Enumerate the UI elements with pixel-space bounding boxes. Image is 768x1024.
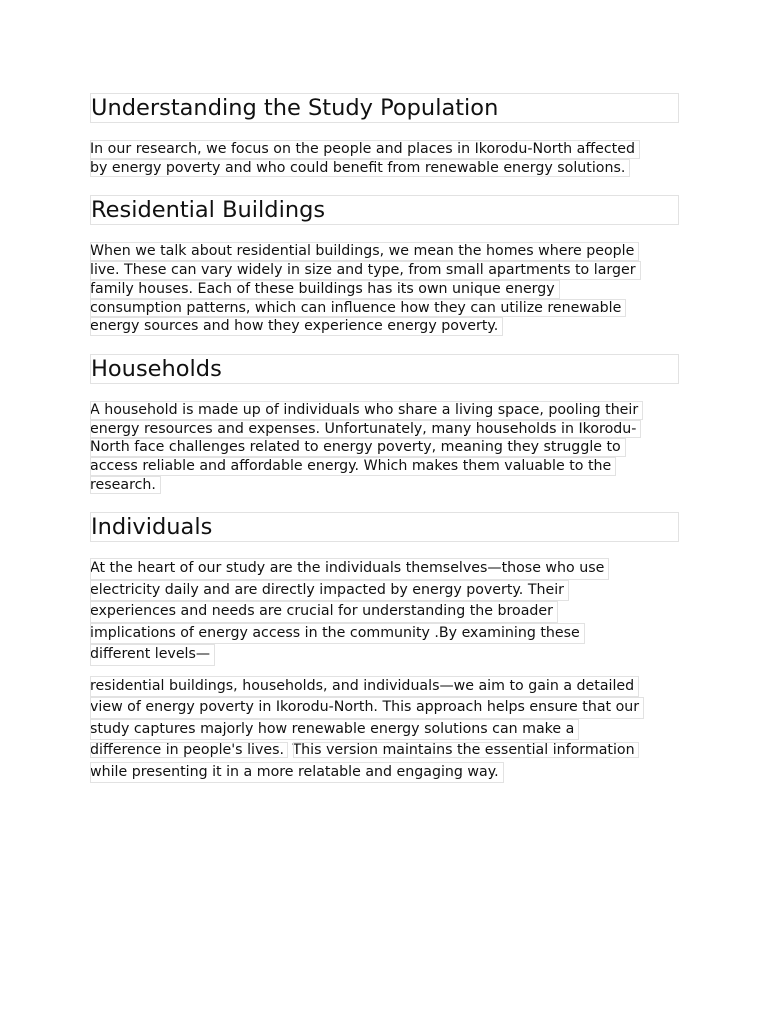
text-line: implications of energy access in the community .By examining these: [90, 623, 585, 645]
text-line: At the heart of our study are the individuals themselves—those who use: [90, 558, 609, 580]
text-line: energy sources and how they experience energy poverty.: [90, 317, 503, 336]
text-line: view of energy poverty in Ikorodu-North. This approach helps ensure that our: [90, 697, 644, 719]
section-heading-residential-buildings: Residential Buildings: [90, 195, 679, 225]
text-segment: This version maintains the essential information: [293, 742, 639, 758]
text-line: different levels—: [90, 644, 215, 666]
text-line: by energy poverty and who could benefit from renewable energy solutions.: [90, 159, 630, 178]
section-heading-individuals: Individuals: [90, 512, 679, 542]
text-line: live. These can vary widely in size and type, from small apartments to larger: [90, 261, 641, 280]
text-line: In our research, we focus on the people and places in Ikorodu-North affected: [90, 140, 640, 159]
text-line: electricity daily and are directly impacted by energy poverty. Their: [90, 580, 569, 602]
text-line: residential buildings, households, and individuals—we aim to gain a detailed: [90, 676, 639, 698]
text-line: access reliable and affordable energy. Which makes them valuable to the: [90, 457, 616, 476]
text-line: experiences and needs are crucial for understanding the broader: [90, 601, 558, 623]
paragraph-individuals: [90, 558, 679, 666]
text-line: research.: [90, 476, 161, 495]
paragraph-closing: [90, 676, 679, 784]
text-line: family houses. Each of these buildings has its own unique energy: [90, 280, 560, 299]
paragraph-households: [90, 401, 679, 495]
text-line: while presenting it in a more relatable and engaging way.: [90, 762, 504, 784]
section-heading-study-population: Understanding the Study Population: [90, 93, 679, 123]
document-page: [90, 93, 679, 783]
text-line: North face challenges related to energy poverty, meaning they struggle to: [90, 438, 626, 457]
paragraph-study-population: [90, 140, 679, 177]
text-line: study captures majorly how renewable energy solutions can make a: [90, 719, 579, 741]
text-line: When we talk about residential buildings, we mean the homes where people: [90, 242, 639, 261]
text-line: [90, 740, 639, 762]
section-heading-households: Households: [90, 354, 679, 384]
text-line: energy resources and expenses. Unfortunately, many households in Ikorodu-: [90, 420, 641, 439]
text-segment: difference in people's lives.: [90, 742, 288, 758]
paragraph-residential-buildings: [90, 242, 679, 336]
text-line: consumption patterns, which can influence how they can utilize renewable: [90, 299, 626, 318]
text-line: A household is made up of individuals who share a living space, pooling their: [90, 401, 643, 420]
